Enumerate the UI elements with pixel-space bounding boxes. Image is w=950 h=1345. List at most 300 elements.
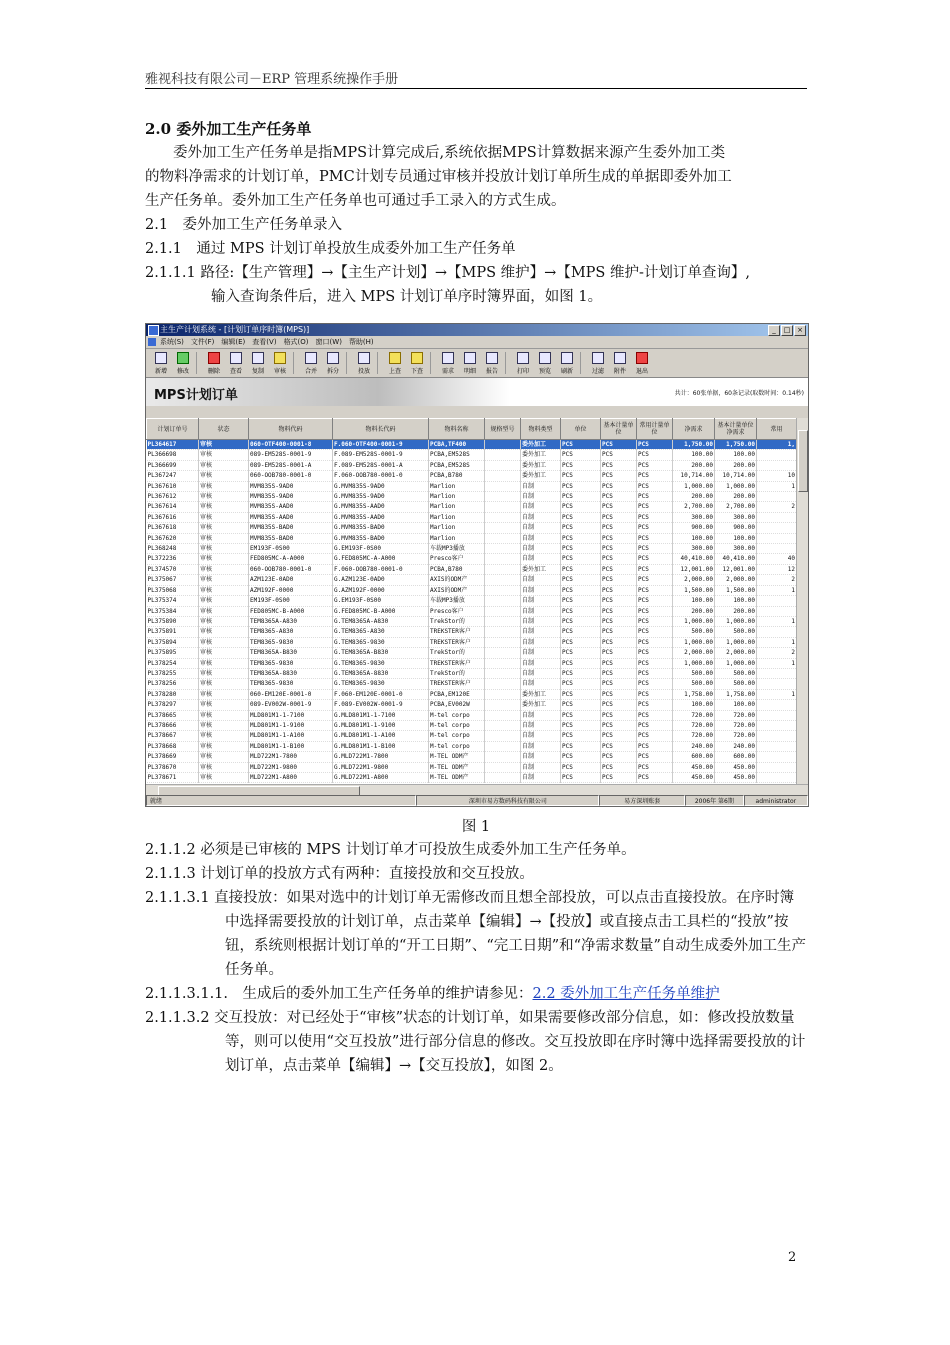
table-row[interactable] [147, 710, 797, 720]
section-intro [145, 117, 807, 309]
menu-item[interactable]: 编辑(E) [221, 338, 246, 346]
table-cell [485, 720, 521, 730]
column-header[interactable]: 单位 [561, 419, 601, 440]
toolbar-label: 下查 [410, 367, 423, 375]
doc-icon [148, 338, 156, 346]
table-row[interactable] [147, 658, 797, 668]
toolbar-button[interactable] [481, 349, 503, 377]
table-cell: 审核 [199, 585, 249, 595]
table-cell: G.AZM123E-0AD0 [333, 575, 429, 585]
column-header[interactable]: 规格型号 [485, 419, 521, 440]
toolbar-label: 过滤 [591, 367, 604, 375]
table-cell: PCS [637, 440, 673, 450]
table-cell: PCBA,EM528S [429, 460, 485, 470]
status-user: administrator [744, 795, 808, 806]
table-cell: 审核 [199, 481, 249, 491]
table-cell: 40,410.00 [715, 554, 757, 564]
toolbar-separator [196, 352, 201, 374]
column-header[interactable]: 净需求 [673, 419, 715, 440]
column-header[interactable]: 物料代码 [249, 419, 333, 440]
table-cell: F.060-OTF400-0001-9 [333, 440, 429, 450]
table-cell: PL378669 [147, 752, 199, 762]
table-cell: 900.00 [673, 523, 715, 533]
table-cell: 委外加工 [521, 689, 561, 699]
order-grid[interactable] [146, 418, 796, 784]
table-cell: F.089-EM528S-0001-9 [333, 450, 429, 460]
table-cell: 2 [757, 575, 797, 585]
table-cell: 审核 [199, 512, 249, 522]
order-table [146, 418, 796, 783]
toolbar-button[interactable] [534, 349, 556, 377]
table-cell: 060-OTF400-0001-8 [249, 440, 333, 450]
table-cell [485, 741, 521, 751]
table-row[interactable] [147, 720, 797, 730]
table-cell: G.TEM8365-9830 [333, 658, 429, 668]
table-cell: M-tel corpo [429, 720, 485, 730]
table-cell: TEM8365-9830 [249, 637, 333, 647]
table-cell: TrekStor的 [429, 668, 485, 678]
table-cell: PCS [561, 668, 601, 678]
table-cell: 720.00 [673, 720, 715, 730]
table-cell: 300.00 [673, 544, 715, 554]
table-cell: 审核 [199, 596, 249, 606]
menu-item[interactable]: 系统(S) [160, 338, 184, 346]
page-header: 雅视科技有限公司－ERP 管理系统操作手册 [145, 72, 399, 87]
table-cell: PCS [637, 523, 673, 533]
table-cell: M-TEL ODM产 [429, 762, 485, 772]
table-cell: PCS [601, 460, 637, 470]
table-cell: 审核 [199, 554, 249, 564]
table-row[interactable] [147, 596, 797, 606]
table-cell: G.MLD801M1-1-9100 [333, 720, 429, 730]
table-cell: PCS [601, 637, 637, 647]
table-cell: 100.00 [673, 700, 715, 710]
toolbar-button[interactable] [203, 349, 225, 377]
vertical-scrollbar[interactable] [796, 418, 808, 784]
table-cell: 450.00 [715, 762, 757, 772]
table-cell [485, 544, 521, 554]
table-cell [757, 773, 797, 783]
table-cell: MLD722M1-7800 [249, 752, 333, 762]
table-cell: 自制 [521, 752, 561, 762]
table-cell [485, 762, 521, 772]
table-cell [757, 544, 797, 554]
toolbar-icon [358, 352, 370, 364]
table-cell: PL378671 [147, 773, 199, 783]
toolbar-button[interactable] [587, 349, 609, 377]
toolbar-button[interactable] [437, 349, 459, 377]
table-row[interactable] [147, 450, 797, 460]
toolbar-label: 附件 [613, 367, 626, 375]
table-cell: PCS [637, 689, 673, 699]
minimize-icon[interactable]: _ [768, 325, 780, 336]
table-cell: TEM8365A-B830 [249, 648, 333, 658]
menubar [146, 336, 808, 349]
toolbar-icon [177, 352, 189, 364]
table-cell: AXIS的ODM产 [429, 575, 485, 585]
table-cell: MLD801M1-1-A100 [249, 731, 333, 741]
column-header[interactable]: 常用计量单位 [637, 419, 673, 440]
table-cell: PCS [561, 440, 601, 450]
table-row[interactable] [147, 502, 797, 512]
table-cell: Marlion [429, 533, 485, 543]
table-row[interactable] [147, 575, 797, 585]
table-cell: PCS [561, 752, 601, 762]
para-2-1-1-3-1-1-text: 2.1.1.3.1.1. 生成后的委外加工生产任务单的维护请参见： [145, 986, 533, 1002]
table-cell: 审核 [199, 502, 249, 512]
table-cell [757, 762, 797, 772]
table-cell: 500.00 [673, 668, 715, 678]
table-cell: 100.00 [715, 450, 757, 460]
table-cell: PL378665 [147, 710, 199, 720]
table-cell: M-tel corpo [429, 710, 485, 720]
menu-item[interactable]: 文件(F) [190, 338, 215, 346]
table-cell: PCS [561, 720, 601, 730]
table-cell: PCS [601, 658, 637, 668]
table-cell: PCS [561, 606, 601, 616]
table-cell: 自制 [521, 575, 561, 585]
toolbar-separator [430, 352, 435, 374]
table-row[interactable] [147, 544, 797, 554]
table-cell: 12,001.00 [673, 564, 715, 574]
table-cell: PCS [637, 731, 673, 741]
table-row[interactable] [147, 554, 797, 564]
table-cell: PCS [601, 523, 637, 533]
table-cell: G.FED805MC-A-A000 [333, 554, 429, 564]
table-cell: 自制 [521, 762, 561, 772]
table-cell: PL374570 [147, 564, 199, 574]
table-cell: MLD801M1-1-9100 [249, 720, 333, 730]
table-row[interactable] [147, 523, 797, 533]
table-cell: 200.00 [673, 460, 715, 470]
toolbar-button[interactable] [269, 349, 291, 377]
table-cell: EM193F-0S00 [249, 596, 333, 606]
maximize-icon[interactable]: □ [781, 325, 793, 336]
table-cell [485, 637, 521, 647]
table-cell [485, 460, 521, 470]
table-row[interactable] [147, 689, 797, 699]
vscroll-thumb[interactable] [798, 430, 808, 492]
toolbar-icon [486, 352, 498, 364]
table-cell: MVM835S-9AD0 [249, 492, 333, 502]
table-cell: 200.00 [715, 460, 757, 470]
column-header[interactable]: 计划订单号 [147, 419, 199, 440]
toolbar-button[interactable] [247, 349, 269, 377]
column-header[interactable]: 状态 [199, 419, 249, 440]
table-cell: 自制 [521, 773, 561, 783]
toolbar-button[interactable] [512, 349, 534, 377]
table-row[interactable] [147, 627, 797, 637]
table-cell: 40 [757, 554, 797, 564]
table-cell: PCS [561, 564, 601, 574]
toolbar-button[interactable] [225, 349, 247, 377]
table-row[interactable] [147, 741, 797, 751]
table-cell: 自制 [521, 679, 561, 689]
table-cell: 100.00 [673, 450, 715, 460]
table-cell: PCS [637, 741, 673, 751]
toolbar-button[interactable] [172, 349, 194, 377]
table-cell: 060-OOB780-0001-0 [249, 471, 333, 481]
table-cell: 审核 [199, 668, 249, 678]
table-cell: 审核 [199, 544, 249, 554]
table-cell: 车载MP3播放 [429, 596, 485, 606]
table-row[interactable] [147, 679, 797, 689]
table-cell: MVM835S-9AD0 [249, 481, 333, 491]
toolbar-button[interactable] [322, 349, 344, 377]
table-cell: 100.00 [715, 533, 757, 543]
table-row[interactable] [147, 648, 797, 658]
table-cell: 450.00 [673, 762, 715, 772]
table-cell: 自制 [521, 512, 561, 522]
table-cell: AZM192F-0000 [249, 585, 333, 595]
table-cell: PCS [561, 575, 601, 585]
toolbar-icon [539, 352, 551, 364]
toolbar-button[interactable] [406, 349, 428, 377]
table-cell: PCS [637, 460, 673, 470]
table-cell: PCS [637, 648, 673, 658]
toolbar-button[interactable] [556, 349, 578, 377]
table-cell: PL372236 [147, 554, 199, 564]
toolbar-button[interactable] [631, 349, 653, 377]
table-cell: PCS [637, 564, 673, 574]
table-cell: 审核 [199, 492, 249, 502]
table-cell [485, 689, 521, 699]
toolbar-button[interactable] [353, 349, 375, 377]
table-cell: 2 [757, 648, 797, 658]
table-cell: PCS [637, 616, 673, 626]
table-cell: PCS [561, 679, 601, 689]
window-controls [768, 325, 806, 336]
table-row[interactable] [147, 616, 797, 626]
toolbar-label: 明细 [463, 367, 476, 375]
para-2-1-1-1-b: 输入查询条件后，进入 MPS 计划订单序时簿界面，如图 1。 [211, 289, 603, 305]
table-cell: PCS [561, 492, 601, 502]
table-cell: 089-EM528S-0001-9 [249, 450, 333, 460]
window-titlebar [146, 324, 808, 336]
table-row[interactable] [147, 512, 797, 522]
table-cell: 100.00 [673, 533, 715, 543]
menu-item[interactable]: 格式(O) [283, 338, 309, 346]
table-cell: PCS [561, 544, 601, 554]
intro-line-3: 生产任务单。委外加工生产任务单也可通过手工录入的方式生成。 [145, 193, 566, 209]
table-cell [485, 606, 521, 616]
toolbar-separator [346, 352, 351, 374]
table-cell: 自制 [521, 502, 561, 512]
table-cell: 委外加工 [521, 564, 561, 574]
table-row[interactable] [147, 564, 797, 574]
table-cell: TREKSTER客户 [429, 658, 485, 668]
table-cell: MLD722M1-9800 [249, 762, 333, 772]
column-header[interactable]: 物料长代码 [333, 419, 429, 440]
table-cell: 自制 [521, 710, 561, 720]
table-cell: MVM835S-BAD0 [249, 523, 333, 533]
close-icon[interactable]: × [794, 325, 806, 336]
table-cell: 720.00 [715, 731, 757, 741]
table-row[interactable] [147, 606, 797, 616]
table-cell: 900.00 [715, 523, 757, 533]
table-cell [485, 596, 521, 606]
table-cell: 1,000.00 [715, 481, 757, 491]
toolbar-label: 报告 [485, 367, 498, 375]
column-header[interactable]: 基本计量单位 [601, 419, 637, 440]
table-cell: 审核 [199, 627, 249, 637]
table-cell: 100.00 [715, 700, 757, 710]
toolbar [146, 349, 808, 378]
toolbar-label: 上查 [388, 367, 401, 375]
toolbar-button[interactable] [384, 349, 406, 377]
table-cell: PCBA,EV002W [429, 700, 485, 710]
menu-item[interactable]: 窗口(W) [315, 338, 342, 346]
table-cell: PCBA,TF400 [429, 440, 485, 450]
menu-item[interactable]: 查看(V) [252, 338, 277, 346]
table-cell: 1,000.00 [715, 616, 757, 626]
table-cell [485, 481, 521, 491]
heading-2-1: 2.1 委外加工生产任务单录入 [145, 217, 343, 233]
table-cell: MVM835S-BAD0 [249, 533, 333, 543]
table-cell [485, 700, 521, 710]
column-header[interactable]: 常用 [757, 419, 797, 440]
table-cell: PCS [601, 585, 637, 595]
table-cell: PL367618 [147, 523, 199, 533]
table-cell [757, 460, 797, 470]
table-cell: 审核 [199, 523, 249, 533]
status-ready: 就绪 [146, 795, 416, 806]
intro-line-1: 委外加工生产任务单是指MPS计算完成后,系统依据MPS计算数据来源产生委外加工类 [173, 145, 726, 161]
para-2-1-1-3-1-1 [145, 982, 807, 1006]
table-cell: PCS [637, 585, 673, 595]
table-row[interactable] [147, 585, 797, 595]
column-header[interactable]: 物料类型 [521, 419, 561, 440]
table-cell: 089-EM528S-0001-A [249, 460, 333, 470]
menu-item[interactable]: 帮助(H) [348, 338, 374, 346]
column-header[interactable]: 基本计量单位净需求 [715, 419, 757, 440]
table-cell: 2,700.00 [673, 502, 715, 512]
table-cell: PCS [601, 710, 637, 720]
table-cell: 自制 [521, 637, 561, 647]
table-cell: 40,410.00 [673, 554, 715, 564]
table-cell: Marlion [429, 512, 485, 522]
table-cell: PCS [601, 762, 637, 772]
table-cell: 100.00 [715, 596, 757, 606]
table-row[interactable] [147, 668, 797, 678]
table-cell: 200.00 [673, 606, 715, 616]
table-row[interactable] [147, 637, 797, 647]
toolbar-label: 新增 [154, 367, 167, 375]
table-cell: PCBA,B780 [429, 564, 485, 574]
table-row[interactable] [147, 752, 797, 762]
table-row[interactable] [147, 762, 797, 772]
toolbar-button[interactable] [459, 349, 481, 377]
table-cell: PL375384 [147, 606, 199, 616]
table-cell: M-tel corpo [429, 731, 485, 741]
table-cell: 审核 [199, 648, 249, 658]
table-row[interactable] [147, 773, 797, 783]
maintenance-link[interactable]: 2.2 委外加工生产任务单维护 [532, 986, 720, 1002]
toolbar-separator [505, 352, 510, 374]
table-row[interactable] [147, 440, 797, 450]
table-cell: PL367620 [147, 533, 199, 543]
table-cell: PCS [637, 720, 673, 730]
table-cell: 1,500.00 [715, 585, 757, 595]
table-cell: PL375890 [147, 616, 199, 626]
table-cell: 240.00 [673, 741, 715, 751]
table-row[interactable] [147, 481, 797, 491]
table-row[interactable] [147, 460, 797, 470]
table-cell: PCS [637, 773, 673, 783]
toolbar-label: 刷新 [560, 367, 573, 375]
table-cell: 10,714.00 [673, 471, 715, 481]
status-company: 深圳市易方数码科技有限公司 [416, 795, 599, 806]
toolbar-icon [305, 352, 317, 364]
table-cell: M-tel corpo [429, 741, 485, 751]
table-cell: PCS [637, 627, 673, 637]
table-cell: PL375374 [147, 596, 199, 606]
table-cell: PCS [601, 700, 637, 710]
table-cell: MLD722M1-A800 [249, 773, 333, 783]
table-cell [757, 627, 797, 637]
toolbar-button[interactable] [150, 349, 172, 377]
table-cell [485, 627, 521, 637]
table-cell: PCS [601, 679, 637, 689]
table-cell: G.TEM8365-9830 [333, 679, 429, 689]
table-cell [485, 648, 521, 658]
toolbar-button[interactable] [609, 349, 631, 377]
table-cell: 自制 [521, 554, 561, 564]
table-cell: 审核 [199, 731, 249, 741]
table-cell: PL367612 [147, 492, 199, 502]
column-header[interactable]: 物料名称 [429, 419, 485, 440]
table-cell: 审核 [199, 533, 249, 543]
toolbar-icon [636, 352, 648, 364]
table-cell: PL367610 [147, 481, 199, 491]
table-cell: Presco客户 [429, 606, 485, 616]
table-cell: PCS [561, 731, 601, 741]
table-cell: 委外加工 [521, 460, 561, 470]
table-cell: TEM8365-9830 [249, 658, 333, 668]
table-cell: 自制 [521, 658, 561, 668]
toolbar-button[interactable] [300, 349, 322, 377]
table-cell: PCS [561, 627, 601, 637]
table-cell: TREKSTER客户 [429, 627, 485, 637]
table-cell: PCS [561, 481, 601, 491]
toolbar-label: 复制 [251, 367, 264, 375]
table-row[interactable] [147, 731, 797, 741]
table-cell: PCS [561, 616, 601, 626]
table-cell [757, 752, 797, 762]
table-cell [757, 679, 797, 689]
table-row[interactable] [147, 471, 797, 481]
table-row[interactable] [147, 533, 797, 543]
table-cell: PCS [637, 658, 673, 668]
table-cell: PCS [637, 481, 673, 491]
toolbar-icon [327, 352, 339, 364]
table-cell: 1,750.00 [715, 440, 757, 450]
table-cell: F.089-EV002W-0001-9 [333, 700, 429, 710]
table-cell [757, 606, 797, 616]
table-cell [485, 440, 521, 450]
table-row[interactable] [147, 700, 797, 710]
app-icon [148, 325, 159, 336]
table-cell: 审核 [199, 440, 249, 450]
toolbar-icon [442, 352, 454, 364]
table-cell: PCS [601, 554, 637, 564]
table-row[interactable] [147, 492, 797, 502]
table-cell: G.EM193F-0S00 [333, 596, 429, 606]
table-cell: TEM8365-A830 [249, 627, 333, 637]
toolbar-icon [517, 352, 529, 364]
table-cell: 1 [757, 689, 797, 699]
table-cell: PL375068 [147, 585, 199, 595]
